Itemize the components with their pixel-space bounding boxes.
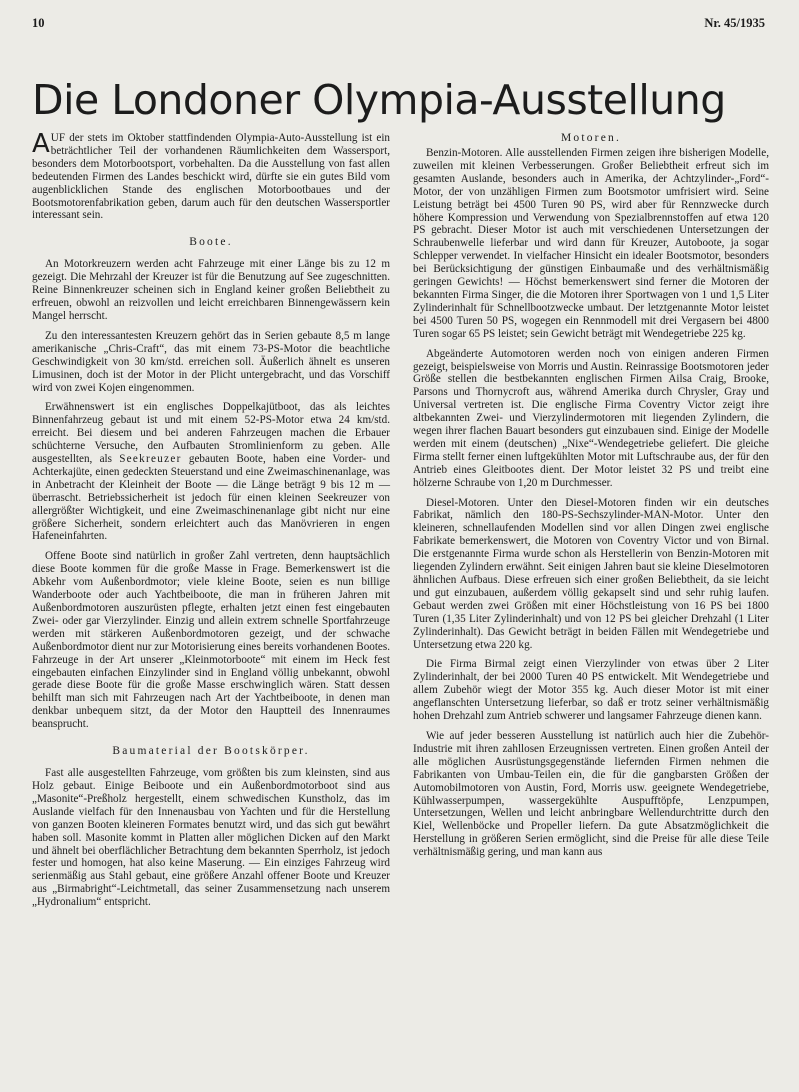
paragraph: Offene Boote sind natürlich in großer Zahl vertreten, denn hauptsächlich diese Boote kommen für die große Masse in Frage. Bemerkenswert ist die Abkehr vom Außenbordmotor; viele kleine Boote, seien es nun billige Wanderboote oder auch Yachtbeiboote, die man in früheren Jahren mit Außenbordmotoren auszurüsten pflegte, erhalten jetzt einen fest eingebauten Zwei- oder gar Vierzylinder. Einzig und allein extrem schnelle Sportfahrzeuge werden mit stärkeren Außenbordmotoren gezeigt, und der schwache Außenbordmotor dient nur zur Motorisierung eines bereits vorhandenen Bootes. Fahrzeuge in der Art unserer „Kleinmotorboote“ mit einem im Heck fest eingebauten einfachen Einzylinder sind in England völlig unbekannt, obwohl gerade diese Boote für die große Masse erschwinglich wären. Statt dessen behilft man sich mit Fahrzeugen nach Art der Yachtbeiboote, in denen man denkbar unbequem sitzt, da der Motor den Hauptteil des Innenraumes beansprucht. [32,550,390,731]
intro-paragraph [32,129,390,222]
section-heading-motoren: Motoren. [560,132,622,144]
drop-cap: A [32,129,50,159]
section-heading-boote: Boote. [189,236,233,249]
left-column [32,129,390,909]
paragraph: Benzin-Motoren. Alle ausstellenden Firmen zeigen ihre bisherigen Modelle, zuweilen mit kleinen Verbesserungen. Großer Beliebtheit erfreut sich im gesamten Auslande, besonders auch in Amerika, der Achtzylinder-„Ford“-Motor, der von unzähligen Firmen zum Bootsmotor umfrisiert wird. Seine Leistung beträgt bei 4500 Turen 90 PS, wird aber für Rennzwecke durch höhere Kompression und Verwendung von Spezialbrennstoffen auf etwa 120 PS gebracht. Dieser Motor ist auch mit verschiedenen Untersetzungen der Schraubenwelle lieferbar und wird dann für Kreuzer, Autoboote, ja sogar Schlepper verwendet. In vielfacher Hinsicht ein idealer Bootsmotor, besonders bei Berücksichtigung der günstigen Einbaumaße und des verhältnismäßig geringen Gewichts! — Höchst bemerkenswert sind ferner die Motoren der bekannten Firma Singer, die die Motoren ihrer Sportwagen von 1 und 1,5 Liter Zylinderinhalt für Schnellbootzwecke umbaut. Der letztgenannte Motor leistet bei 4500 Turen 50 PS, wogegen ein Rennmodell mit drei Vergasern bei 4800 Turen sogar 65 PS leistet; sein Gewicht beträgt mit Wendegetriebe 225 kg. [413,147,769,340]
page-header [32,16,765,36]
text-run: Erwähnenswert ist ein englisches Doppelkajütboot, das als leichtes Binnenfahrzeug gebaut ist und mit einem 52-PS-Motor etwa 24 km/std. erreicht. Bei diesem und bei anderen Fahrzeugen machen die Erbauer schüchterne Versuche, den Aufbauten Stromlinienform zu geben. Alle ausgestellten, als [32,401,390,466]
section-heading-baumaterial: Baumaterial der Bootskörper. [112,745,310,758]
issue-number: Nr. 45/1935 [704,16,765,30]
paragraph: An Motorkreuzern werden acht Fahrzeuge mit einer Länge bis zu 12 m gezeigt. Die Mehrzahl der Kreuzer ist für die Benutzung auf See zugeschnitten. Reine Binnenkreuzer scheinen sich in England keiner großen Beliebtheit zu erfreuen, obwohl an reizvollen und leicht erreichbaren Binnengewässern kein Mangel herrscht. [32,258,390,322]
paragraph: Fast alle ausgestellten Fahrzeuge, vom größten bis zum kleinsten, sind aus Holz gebaut. Einige Beiboote und ein Außenbordmotorboot sind aus „Masonite“-Preßholz hergestellt, einem schwedischen Kunstholz, das im Auslande vielfach für den Innenausbau von Yachten und für die Herstellung von ganzen Booten kleineren Formates benutzt wird, und das sich gut bewährt haben soll. Masonite kommt in Platten aller möglichen Dicken auf den Markt und ähnelt bei oberflächlicher Betrachtung dem bekannten Sperrholz, ist jedoch fester und homogen, hat also keine Maserung. — Ein einziges Fahrzeug wird serienmäßig aus Stahl gebaut, eine größere Anzahl offener Boote und Kreuzer aus „Birmabright“-Leichtmetall, das seiner Zusammensetzung nach unserem „Hydronalium“ entspricht. [32,767,390,909]
emphasis-text: Seekreuzer [119,453,182,466]
right-column [413,132,769,859]
page-number: 10 [32,16,45,30]
paragraph [32,401,390,543]
paragraph: Wie auf jeder besseren Ausstellung ist natürlich auch hier die Zubehör-Industrie mit ihren zahllosen Erzeugnissen vertreten. Einen großen Anteil der alle möglichen Ausrüstungsgegenstände liefernden Firmen nehmen die Fabrikanten von Umbau-Teilen ein, die für die gangbarsten Größen der Automobilmotoren von Austin, Ford, Morris usw. geeignete Wendegetriebe, Kühlwasserpumpen, wassergekühlte Auspufftöpfe, Lenzpumpen, Untersetzungen, Wellen und leicht anbringbare Wellendurchtritte durch den Kiel, Wellenböcke und Propeller liefern. Da gute Absatzmöglichkeit die Herstellung in größeren Serien ermöglicht, sind die Preise für alle diese Teile verhältnismäßig gering, und man kann aus [413,729,769,859]
intro-text: UF der stets im Oktober stattfindenden Olympia-Auto-Ausstellung ist ein beträchtlicher Teil der vorhandenen Räumlichkeiten dem Wassersport, besonders dem Motorbootsport, vorbehalten. Da die Ausstellung von fast allen bedeutenden Firmen des Landes beschickt wird, dürfte sie ein gutes Bild vom augenblicklichen Stande des englischen Motorbootbaues und der Bootsmotorenfabrikation geben, darum auch für den deutschen Wassersportler interessant sein. [32,132,390,222]
paragraph: Diesel-Motoren. Unter den Diesel-Motoren finden wir ein deutsches Fabrikat, nämlich den 180-PS-Sechszylinder-MAN-Motor. Unter den kleineren, schnellaufenden Modellen sind vor allen Dingen zwei englische Fabrikate bemerkenswert, die Motoren von Coventry Victor und von Birnal. Die erstgenannte Firma wurde schon als Herstellerin von Benzin-Motoren mit liegenden Zylindern erwähnt. Seit einigen Jahren baut sie kleine Dieselmotoren ähnlichen Aufbaus. Diese erfreuen sich einer großen Beliebtheit, da sie leicht und gut einzubauen, außerdem völlig gekapselt sind und sehr ruhig laufen. Gebaut werden zwei Größen mit einer Höchstleistung von 16 PS bei 1800 Turen (1,35 Liter Zylinderinhalt) und von 12 PS bei gleicher Drehzahl (1 Liter Zylinderinhalt). Das Gewicht beträgt in beiden Fällen mit Wendegetriebe und Untersetzung etwa 220 kg. [413,496,769,651]
paragraph: Abgeänderte Automotoren werden noch von einigen anderen Firmen gezeigt, beispielsweise von Morris und Austin. Reinrassige Bootsmotoren jeder Größe stellen die bestbekannten englischen Firmen Ailsa Craig, Brooke, Parsons und Thornycroft aus, während Amerika durch Chrysler, Gray und Universal vertreten ist. Die englische Firma Coventry Victor zeigt ihre altbekannten Zwei- und Vierzylindermotoren mit liegenden Zylindern, die wegen ihrer flachen Bauart besonders gut einzubauen sind. Einige der Modelle werden mit einem (deutschen) „Nixe“-Wendegetriebe geliefert. Die gleiche Firma stellt ferner einen luftgekühlten Motor mit Luftschraube aus, der für den Antrieb eines Gleitbootes dient. Der Motor leistet 32 PS und treibt eine hölzerne Schraube von 1,20 m Durchmesser. [413,347,769,489]
paragraph: Die Firma Birmal zeigt einen Vierzylinder von etwas über 2 Liter Zylinderinhalt, der bei 2000 Turen 40 PS entwickelt. Mit Wendegetriebe und allem Zubehör wiegt der Motor 355 kg. Auch dieser Motor ist mit einer angeflanschten Untersetzung lieferbar, so daß er trotz seiner verhältnismäßig hohen Drehzahl zum Antrieb schwerer und langsamer Fahrzeuge dienen kann. [413,658,769,723]
paragraph: Zu den interessantesten Kreuzern gehört das in Serien gebaute 8,5 m lange amerikanische „Chris-Craft“, das mit einem 73-PS-Motor die beachtliche Geschwindigkeit von 30 km/std. erreichen soll. Äußerlich ähnelt es unseren Limusinen, doch ist der Motor in der Plicht untergebracht, und das Vorschiff wird von zwei Kojen eingenommen. [32,329,390,394]
article-title: Die Londoner Olympia-Ausstellung [32,76,726,124]
text-run: gebauten Boote, haben eine Vorder- und Achterkajüte, einen gedeckten Steuerstand und eine Zweimaschinenanlage, was in Anbetracht der Kleinheit der Boote — die Länge beträgt 9 bis 12 m — überrascht. Betriebssicherheit ist jedoch für einen kleinen Seekreuzer von allergrößter Wichtigkeit, und eine Zweimaschinenanlage gibt nicht nur eine größere Sicherheit, sondern erleichtert auch das Manövrieren in engen Hafeneinfahrten. [32,453,390,543]
